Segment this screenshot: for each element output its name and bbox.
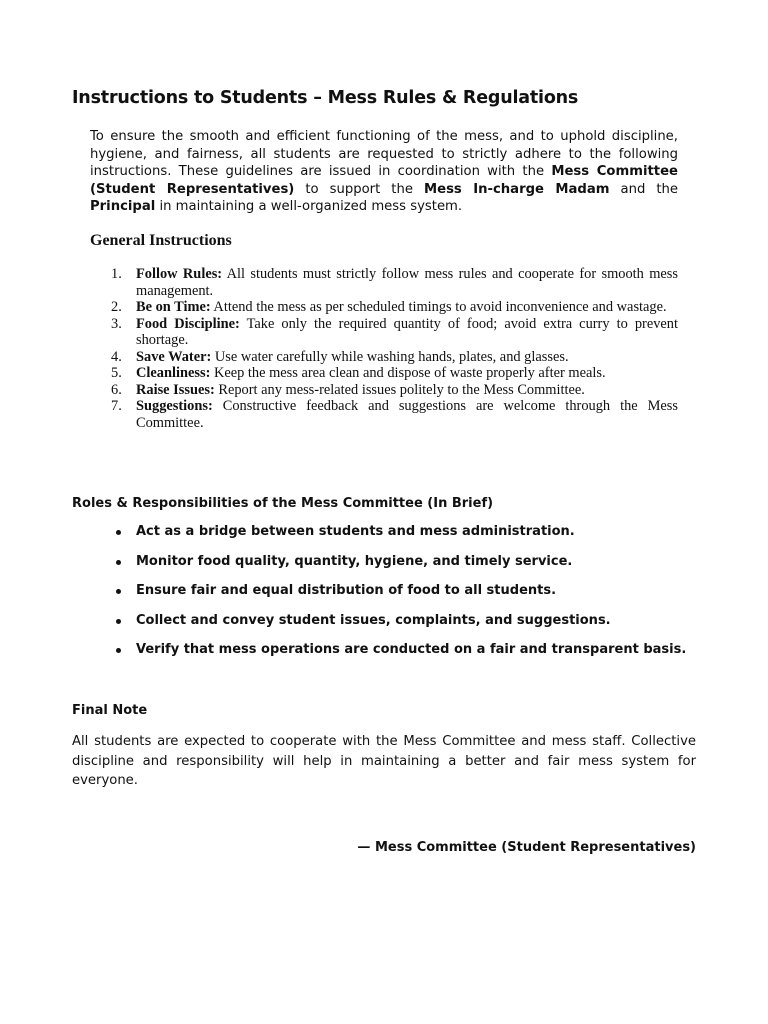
final-note-heading: Final Note <box>72 703 148 718</box>
item-number: 4. <box>111 348 122 365</box>
item-text: Constructive feedback and suggestions are welcome through the Mess Committee. <box>136 398 678 431</box>
item-text: Use water carefully while washing hands, plates, and glasses. <box>211 348 569 365</box>
roles-item-text: Collect and convey student issues, complaints, and suggestions. <box>136 612 611 628</box>
general-item-4 <box>90 349 678 366</box>
item-text: All students must strictly follow mess rules and cooperate for smooth mess management. <box>136 266 678 299</box>
item-text: Report any mess-related issues politely to the Mess Committee. <box>214 381 585 398</box>
item-number: 6. <box>111 381 122 398</box>
item-term: Suggestions: <box>136 398 213 414</box>
intro-text-2: to support the <box>294 181 424 197</box>
general-item-6 <box>90 382 678 399</box>
general-instructions-heading: General Instructions <box>90 232 232 249</box>
general-item-1 <box>90 266 678 299</box>
roles-item-1 <box>110 524 710 554</box>
intro-paragraph <box>90 128 678 216</box>
item-text: Take only the required quantity of food; avoid extra curry to prevent shortage. <box>136 315 678 348</box>
item-number: 7. <box>111 398 122 414</box>
roles-item-2 <box>110 554 710 584</box>
item-number: 2. <box>111 299 122 315</box>
general-instructions-list <box>90 266 678 431</box>
roles-list <box>110 524 710 672</box>
roles-item-text: Monitor food quality, quantity, hygiene, and timely service. <box>136 553 573 569</box>
roles-item-5 <box>110 642 710 672</box>
bullet-icon <box>116 648 121 653</box>
item-number: 3. <box>111 315 122 332</box>
bullet-icon <box>116 560 121 565</box>
general-item-3 <box>90 316 678 349</box>
roles-item-text: Verify that mess operations are conducted on a fair and transparent basis. <box>136 642 687 657</box>
general-item-5 <box>90 365 678 382</box>
item-number: 5. <box>111 365 122 381</box>
intro-text-3: and the <box>609 181 679 197</box>
item-text: Keep the mess area clean and dispose of waste properly after meals. <box>210 365 606 381</box>
roles-item-text: Ensure fair and equal distribution of food to all students. <box>136 583 557 598</box>
item-number: 1. <box>111 266 122 282</box>
general-item-2 <box>90 299 678 316</box>
item-term: Save Water: <box>136 348 212 365</box>
signature: — Mess Committee (Student Representatives) <box>357 840 696 855</box>
page-title: Instructions to Students – Mess Rules & Regulations <box>72 88 579 108</box>
bullet-icon <box>116 619 121 624</box>
item-term: Cleanliness: <box>136 365 211 381</box>
bullet-icon <box>116 530 121 535</box>
general-item-7 <box>90 398 678 431</box>
bullet-icon <box>116 589 121 594</box>
roles-item-text: Act as a bridge between students and mess administration. <box>136 524 575 539</box>
item-term: Food Discipline: <box>136 315 240 332</box>
intro-text-4: in maintaining a well-organized mess system. <box>155 199 463 214</box>
item-term: Raise Issues: <box>136 381 215 398</box>
item-term: Follow Rules: <box>136 266 223 282</box>
item-term: Be on Time: <box>136 299 211 315</box>
intro-bold-mess-committee: Mess Committee (Student Representatives) <box>90 164 678 197</box>
intro-text-1: To ensure the smooth and efficient functioning of the mess, and to uphold discipline, hygiene, and fairness, all students are requested to strictly adhere to the following instructions. These guidelines are issued in coordination with the <box>90 129 678 179</box>
item-text: Attend the mess as per scheduled timings to avoid inconvenience and wastage. <box>210 299 667 315</box>
intro-bold-mess-incharge: Mess In-charge Madam <box>424 181 610 197</box>
final-note-text: All students are expected to cooperate with the Mess Committee and mess staff. Collective discipline and responsibility will help in maintaining a better and fair mess system for everyone. <box>72 734 696 788</box>
roles-heading: Roles & Responsibilities of the Mess Committee (In Brief) <box>72 496 494 511</box>
roles-item-3 <box>110 583 710 613</box>
intro-bold-principal: Principal <box>90 199 156 214</box>
roles-item-4 <box>110 613 710 643</box>
